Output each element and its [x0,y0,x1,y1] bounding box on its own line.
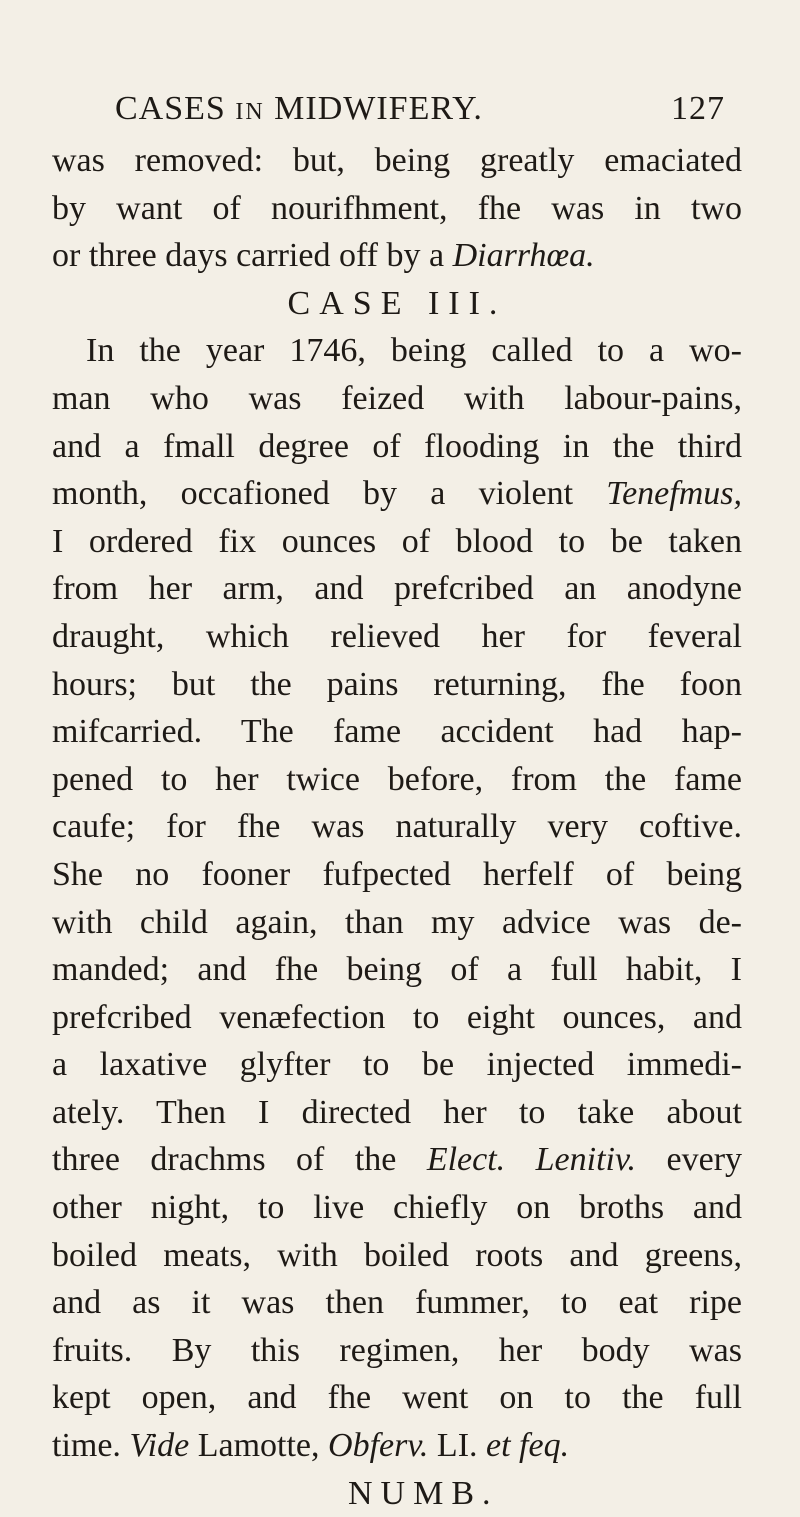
text-line [52,470,742,518]
italic-term: Obferv. [328,1427,429,1465]
text-line: and a fmall degree of flooding in the third [52,427,742,465]
text-line: with child again, than my advice was de- [52,903,742,941]
text-line: man who was feized with labour-pains, [52,379,742,417]
text-line: mifcarried. The fame accident had hap- [52,713,742,751]
text-fragment: Lamotte, [197,1427,320,1465]
text-fragment: three drachms of the [52,1141,397,1179]
text-line [52,1136,742,1184]
text-line: hours; but the pains returning, fhe foon [52,665,742,703]
title-word-midwifery: MIDWIFERY. [274,90,483,127]
text-line: She no fooner fufpected herfelf of being [52,855,742,893]
running-title [115,90,483,128]
italic-term: Diarrhœa. [452,237,595,275]
text-line: draught, which relieved her for feveral [52,617,742,655]
italic-term: Tenefmus, [606,475,742,513]
text-line: I ordered fix ounces of blood to be taken [52,522,742,560]
text-line [52,232,742,280]
text-fragment: month, occafioned by a violent [52,475,574,513]
text-fragment: or three days carried off by a [52,237,445,275]
italic-term: Lenitiv. [535,1141,637,1179]
text-fragment: LI. [436,1427,478,1465]
page-number: 127 [671,90,725,127]
text-fragment: time. [52,1427,121,1465]
body-text [52,137,742,1517]
text-line: pened to her twice before, from the fame [52,760,742,798]
text-line: manded; and fhe being of a full habit, I [52,951,742,989]
text-line: other night, to live chiefly on broths and [52,1189,742,1227]
case-heading: CASE III. [287,284,507,322]
running-header [115,90,725,140]
catchword: NUMB. [348,1474,499,1512]
text-fragment: every [666,1141,743,1179]
title-word-cases: CASES [115,90,226,127]
text-line: from her arm, and prefcribed an anodyne [52,570,742,608]
text-line: was removed: but, being greatly emaciated [52,142,742,179]
text-line: In the year 1746, being called to a wo- [86,332,742,370]
text-line [52,1422,742,1470]
italic-term: Elect. [426,1141,506,1179]
text-line: boiled meats, with boiled roots and greens, [52,1236,742,1274]
text-line: a laxative glyfter to be injected immedi- [52,1046,742,1084]
text-line: prefcribed venæfection to eight ounces, and [52,998,742,1036]
italic-term: et feq. [486,1427,570,1465]
text-line: caufe; for fhe was naturally very coftive. [52,808,742,846]
text-line: fruits. By this regimen, her body was [52,1331,742,1369]
italic-term: Vide [129,1427,190,1465]
title-word-in: IN [235,99,265,125]
text-line: and as it was then fummer, to eat ripe [52,1284,742,1322]
text-line: by want of nourifhment, fhe was in two [52,189,742,227]
text-line: ately. Then I directed her to take about [52,1093,742,1131]
text-line: kept open, and fhe went on to the full [52,1379,742,1417]
